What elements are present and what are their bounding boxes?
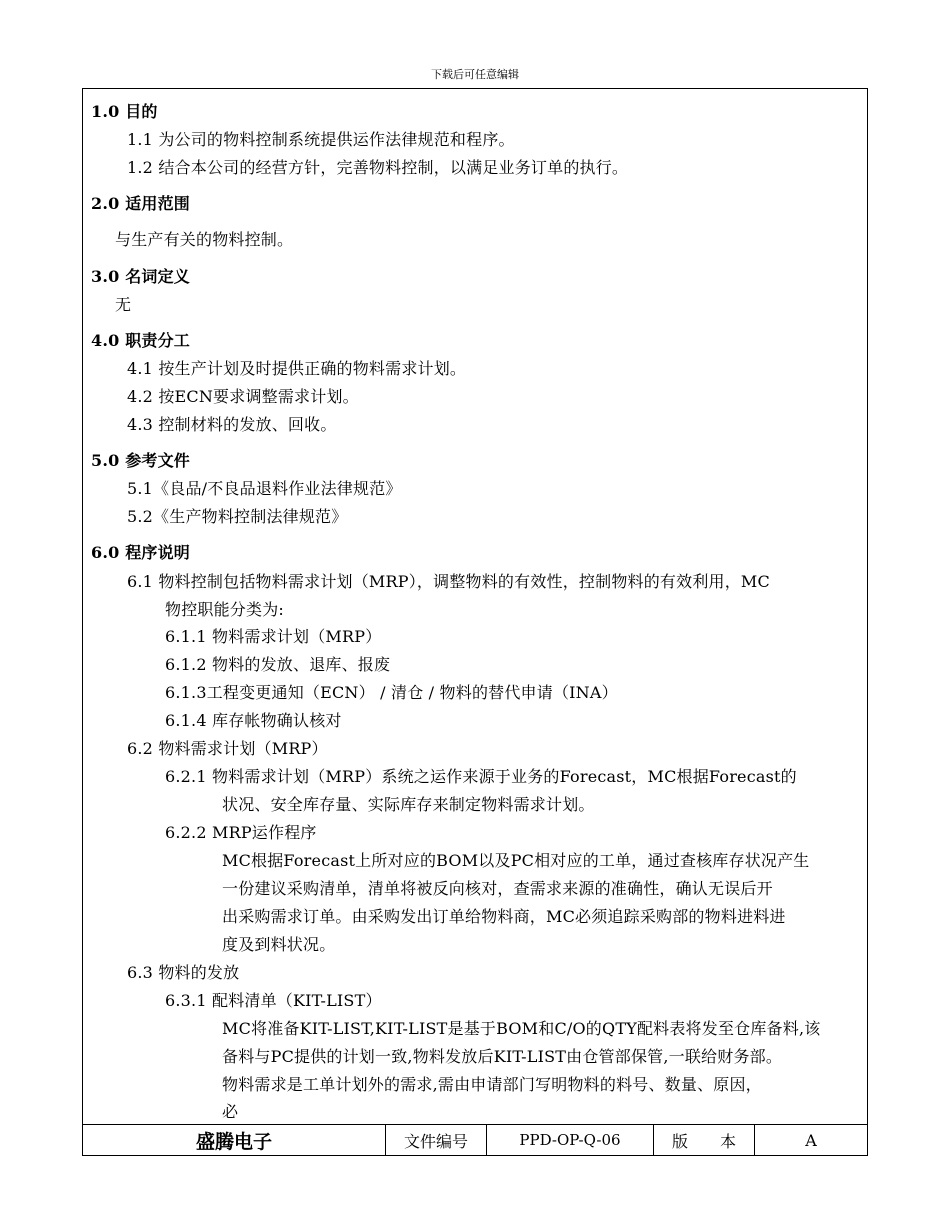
paragraph: 4.3 控制材料的发放、回收。 xyxy=(127,415,337,434)
paragraph: 与生产有关的物料控制。 xyxy=(115,230,294,249)
paragraph: 6.1.1 物料需求计划（MRP） xyxy=(165,627,382,646)
section-title-purpose: 1.0 目的 xyxy=(91,102,158,121)
paragraph: 一份建议采购清单，清单将被反向核对，查需求来源的准确性，确认无误后开 xyxy=(222,879,773,898)
top-note: 下载后可任意编辑 xyxy=(431,68,519,81)
document-body xyxy=(83,89,867,1127)
paragraph: MC根据Forecast上所对应的BOM以及PC相对应的工单，通过查核库存状况产生 xyxy=(222,851,810,870)
section-title-references: 5.0 参考文件 xyxy=(91,451,191,470)
paragraph: 物料需求是工单计划外的需求,需由申请部门写明物料的料号、数量、原因， xyxy=(222,1075,762,1094)
paragraph: 必 xyxy=(222,1102,239,1121)
document-frame xyxy=(82,88,868,1156)
paragraph: 6.3.1 配料清单（KIT-LIST） xyxy=(165,991,382,1010)
paragraph: 5.2《生产物料控制法律规范》 xyxy=(127,507,348,526)
paragraph: 6.1.2 物料的发放、退库、报废 xyxy=(165,655,391,674)
section-title-scope: 2.0 适用范围 xyxy=(91,194,191,213)
paragraph: 4.2 按ECN要求调整需求计划。 xyxy=(127,387,359,406)
version-value: A xyxy=(805,1130,817,1150)
paragraph: 5.1《良品/不良品退料作业法律规范》 xyxy=(127,479,402,498)
doc-number-label: 文件编号 xyxy=(386,1125,487,1155)
doc-number: PPD-OP-Q-06 xyxy=(487,1125,654,1155)
paragraph: 6.2 物料需求计划（MRP） xyxy=(127,739,328,758)
paragraph: 6.3 物料的发放 xyxy=(127,963,240,982)
paragraph: 6.1 物料控制包括物料需求计划（MRP），调整物料的有效性，控制物料的有效利用，MC xyxy=(127,572,770,591)
section-title-procedure: 6.0 程序说明 xyxy=(91,543,191,562)
paragraph: 备料与PC提供的计划一致,物料发放后KIT-LIST由仓管部保管,一联给财务部。 xyxy=(222,1047,783,1066)
company-name: 盛腾电子 xyxy=(83,1125,386,1155)
paragraph: 4.1 按生产计划及时提供正确的物料需求计划。 xyxy=(127,359,467,378)
paragraph: 6.1.3工程变更通知（ECN） / 清仓 / 物料的替代申请（INA） xyxy=(165,683,618,702)
paragraph: MC将准备KIT-LIST,KIT-LIST是基于BOM和C/O的QTY配料表将发至仓库备料,该 xyxy=(222,1019,821,1038)
paragraph: 6.2.1 物料需求计划（MRP）系统之运作来源于业务的Forecast，MC根据Forecast的 xyxy=(165,767,797,786)
paragraph: 出采购需求订单。由采购发出订单给物料商，MC必须追踪采购部的物料进料进 xyxy=(222,907,786,926)
version-label: 版 本 xyxy=(654,1125,755,1155)
paragraph: 1.1 为公司的物料控制系统提供运作法律规范和程序。 xyxy=(127,130,515,149)
paragraph: 1.2 结合本公司的经营方针，完善物料控制，以满足业务订单的执行。 xyxy=(127,158,629,177)
paragraph: 状况、安全库存量、实际库存来制定物料需求计划。 xyxy=(222,795,595,814)
paragraph: 6.2.2 MRP运作程序 xyxy=(165,823,317,842)
paragraph: 度及到料状况。 xyxy=(222,935,336,954)
paragraph: 6.1.4 库存帐物确认核对 xyxy=(165,711,342,730)
document-footer xyxy=(83,1124,867,1155)
section-title-definitions: 3.0 名词定义 xyxy=(91,267,191,286)
section-title-responsibilities: 4.0 职责分工 xyxy=(91,331,191,350)
paragraph: 无 xyxy=(115,295,132,314)
paragraph: 物控职能分类为: xyxy=(165,600,284,619)
